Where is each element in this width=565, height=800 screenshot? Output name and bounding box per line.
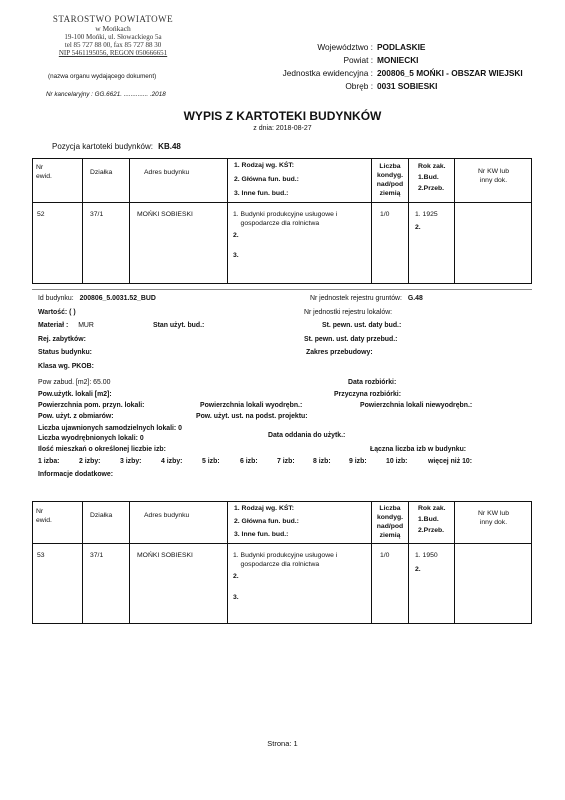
rooms-4: 4 izby: [161, 458, 183, 465]
region-row-precinct: Obręb : 0031 SOBIESKI [345, 80, 438, 91]
header-dzialka: Działka [90, 169, 113, 176]
header2-kw: Nr KW lub inny dok. [478, 510, 509, 526]
rebuild-date-certainty: St. pewn. ust. daty przebud.: [304, 336, 398, 343]
measured-usable-area: Pow. użyt. z obmiarów: [38, 413, 114, 420]
issuer-address: 19-100 Mońki, ul. Słowackiego 5a [64, 33, 162, 41]
total-rooms: Łączna liczba izb w budynku: [370, 446, 467, 453]
non-separated-premises-area: Powierzchnia lokali niewyodrębn.: [360, 402, 473, 409]
demolition-date: Data rozbiórki: [348, 379, 397, 386]
rooms-5: 5 izb: [202, 458, 220, 465]
header2-rodzaj-3: 3. Inne fun. bud.: [234, 531, 289, 538]
header-rodzaj-1: 1. Rodzaj wg. KŚT: [234, 162, 295, 169]
issuer-caption: (nazwa organu wydającego dokument) [48, 73, 157, 80]
header-nr-ewid: Nr ewid. [36, 164, 52, 180]
header-rok-2: 1.Bud. [418, 174, 439, 181]
row1-rok2: 2. [415, 224, 421, 231]
header-kw: Nr KW lub inny dok. [478, 168, 509, 184]
header-rodzaj-3: 3. Inne fun. bud.: [234, 190, 289, 197]
issuer-stamp [28, 14, 198, 57]
land-register-units: Nr jednostek rejestru gruntów: G.48 [310, 295, 423, 302]
header2-liczba: Liczba kondyg. nad/pod ziemią [376, 505, 404, 539]
rooms-10: 10 izb: [386, 458, 408, 465]
rooms-8: 8 izb: [313, 458, 331, 465]
header-rok-3: 2.Przeb. [418, 185, 445, 192]
commissioning-date: Data oddania do użytk.: [268, 432, 346, 439]
built-up-area: Pow zabud. [m2]: 65.00 [38, 379, 111, 386]
row2-liczba: 1/0 [380, 552, 390, 559]
header2-rodzaj-1: 1. Rodzaj wg. KŚT: [234, 505, 295, 512]
issuer-nip-regon: NIP 5461195056, REGON 050666651 [58, 49, 168, 57]
header2-nr-ewid: Nr ewid. [36, 508, 52, 524]
issuer-name: STAROSTWO POWIATOWE [52, 14, 174, 24]
rooms-7: 7 izb: [277, 458, 295, 465]
header-liczba: Liczba kondyg. nad/pod ziemią [376, 163, 404, 197]
rooms-9: 9 izb: [349, 458, 367, 465]
separated-premises-count: Liczba wyodrębnionych lokali: 0 [38, 435, 144, 442]
document-title: WYPIS Z KARTOTEKI BUDYNKÓW [183, 109, 382, 123]
row2-nr: 53 [37, 552, 45, 559]
header2-dzialka: Działka [90, 512, 113, 519]
material: Materiał : MUR [38, 322, 94, 329]
rooms-3: 3 izby: [120, 458, 142, 465]
row1-dzialka: 37/1 [90, 211, 104, 218]
building-use-state: Stan użyt. bud.: [153, 322, 205, 329]
row2-f1: 1. Budynki produkcyjne usługowe i gospodarcze dla rolnictwa [233, 552, 338, 568]
row2-rok2: 2. [415, 566, 421, 573]
row2-adres: MOŃKI SOBIESKI [137, 552, 193, 559]
row1-nr: 52 [37, 211, 45, 218]
row1-f3: 3. [233, 252, 239, 259]
rebuild-scope: Zakres przebudowy: [306, 349, 373, 356]
row2-f2: 2. [233, 573, 239, 580]
header2-rok-3: 2.Przeb. [418, 527, 445, 534]
row1-f1: 1. Budynki produkcyjne usługowe i gospodarcze dla rolnictwa [233, 211, 338, 227]
premises-register-unit: Nr jednostki rejestru lokalów: [304, 309, 393, 316]
region-row-county: Powiat : MONIECKI [343, 54, 419, 65]
header2-adres: Adres budynku [144, 512, 190, 519]
rooms-more-than-10: więcej niż 10: [428, 458, 473, 465]
document-date: z dnia: 2018-08-27 [253, 125, 312, 132]
disclosed-premises-count: Liczba ujawnionych samodzielnych lokali: 0 [38, 425, 182, 432]
header-adres: Adres budynku [144, 169, 190, 176]
office-number: Nr kancelaryjny : GG.6621. .............. .2018 [46, 91, 166, 98]
header2-rok-1: Rok zak. [418, 505, 446, 512]
header2-rodzaj-2: 2. Główna fun. bud.: [234, 518, 299, 525]
rooms-1: 1 izba: [38, 458, 60, 465]
aux-rooms-area: Powierzchnia pom. przyn. lokali: [38, 402, 145, 409]
wartosc: Wartość: ( ) [38, 309, 76, 316]
header-rodzaj-2: 2. Główna fun. bud.: [234, 176, 299, 183]
row1-f2: 2. [233, 232, 239, 239]
region-row-unit: Jednostka ewidencyjna : 200806_5 MOŃKI - OBSZAR WIEJSKI [282, 67, 523, 78]
building-id: Id budynku: 200806_5.0031.52_BUD [38, 295, 156, 302]
rooms-2: 2 izby: [79, 458, 101, 465]
row2-f3: 3. [233, 594, 239, 601]
position-line: Pozycja kartoteki budynków: KB.48 [52, 142, 181, 151]
usable-area: Pow.użytk. lokali [m2]: [38, 391, 112, 398]
row1-adres: MOŃKI SOBIESKI [137, 211, 193, 218]
build-date-certainty: St. pewn. ust. daty bud.: [322, 322, 402, 329]
region-row-voivodeship: Województwo : PODLASKIE [317, 41, 426, 52]
row2-rok1: 1. 1950 [415, 552, 438, 559]
issuer-phone: tel 85 727 88 00, fax 85 727 88 30 [64, 41, 162, 49]
demolition-reason: Przyczyna rozbiórki: [334, 391, 402, 398]
row1-liczba: 1/0 [380, 211, 390, 218]
flats-by-rooms: Ilość mieszkań o określonej liczbie izb: [38, 446, 166, 453]
issuer-city: w Mońkach [95, 24, 131, 33]
row2-dzialka: 37/1 [90, 552, 104, 559]
header-rok-1: Rok zak. [418, 163, 446, 170]
header2-rok-2: 1.Bud. [418, 516, 439, 523]
monument-register: Rej. zabytków: [38, 336, 86, 343]
section-divider [32, 289, 532, 290]
region-info [270, 40, 560, 92]
separated-premises-area: Powierzchnia lokali wyodrębn.: [200, 402, 303, 409]
project-usable-area: Pow. użyt. ust. na podst. projektu: [196, 413, 308, 420]
rooms-6: 6 izb: [240, 458, 258, 465]
building-status: Status budynku: [38, 349, 92, 356]
row1-rok1: 1. 1925 [415, 211, 438, 218]
page-number: Strona: 1 [267, 739, 298, 748]
additional-info: Informacje dodatkowe: [38, 471, 114, 478]
pkob-class: Klasa wg. PKOB: [38, 363, 94, 370]
